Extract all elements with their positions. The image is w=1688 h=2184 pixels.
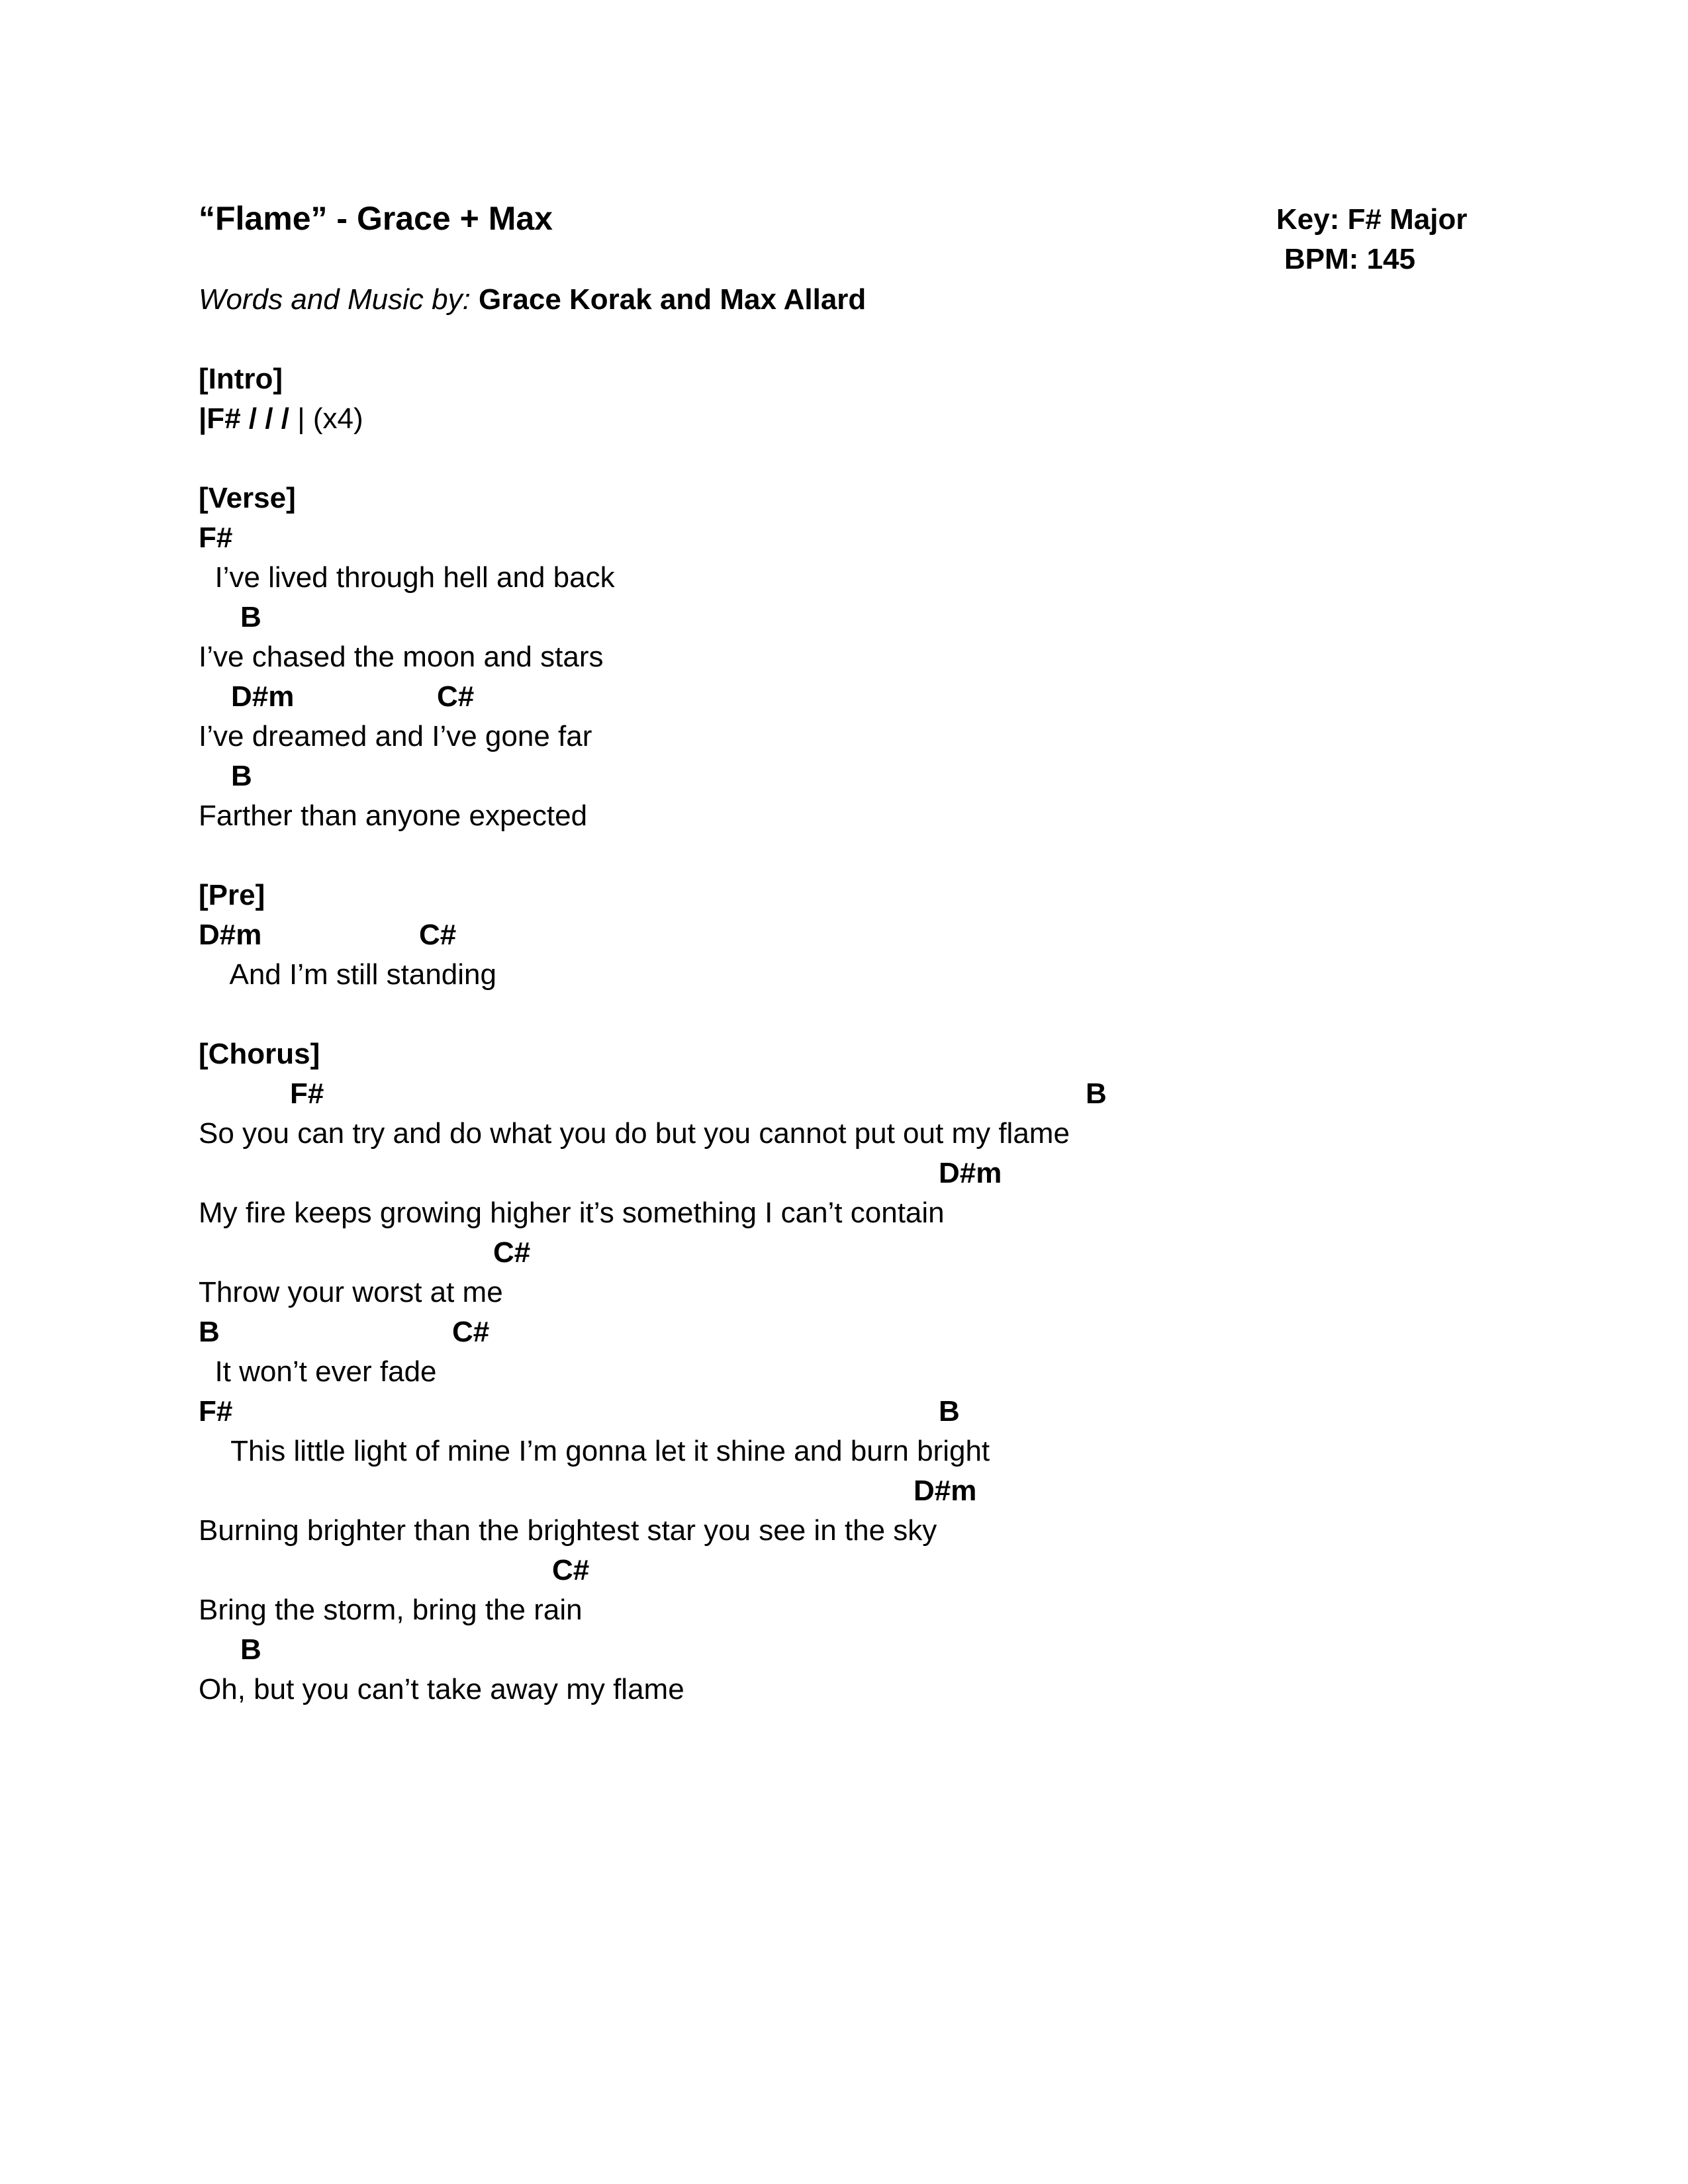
- chord: B: [199, 1316, 220, 1348]
- section-label-intro: [Intro]: [199, 363, 283, 395]
- chord: C#: [452, 1316, 490, 1348]
- section-label-pre: [Pre]: [199, 879, 265, 911]
- chord: D#m: [199, 919, 262, 951]
- chord: C#: [419, 919, 457, 951]
- song-key: Key: F# Major: [1276, 203, 1468, 236]
- lyric-line: Bring the storm, bring the rain: [199, 1594, 583, 1626]
- lyric-line: I’ve chased the moon and stars: [199, 641, 604, 673]
- chord: C#: [552, 1554, 590, 1586]
- lyric-line: My fire keeps growing higher it’s something I can’t contain: [199, 1197, 945, 1229]
- lyric-line: This little light of mine I’m gonna let it shine and burn bright: [199, 1435, 990, 1467]
- song-title: “Flame” - Grace + Max: [199, 200, 553, 237]
- lyric-line: Farther than anyone expected: [199, 799, 588, 832]
- chord: D#m: [939, 1157, 1002, 1189]
- lyric-line: And I’m still standing: [199, 958, 496, 991]
- chord: F#: [290, 1077, 324, 1110]
- chord: D#m: [231, 680, 295, 713]
- lyric-line: I’ve lived through hell and back: [199, 561, 615, 594]
- chord: B: [240, 601, 261, 633]
- intro-bar-line: [199, 399, 363, 439]
- section-label-chorus: [Chorus]: [199, 1038, 320, 1070]
- lyric-line: It won’t ever fade: [199, 1355, 437, 1388]
- credits-label: Words and Music by:: [199, 283, 479, 316]
- section-label-verse: [Verse]: [199, 482, 296, 514]
- chord: C#: [493, 1236, 531, 1269]
- chord: C#: [437, 680, 475, 713]
- chord: F#: [199, 1395, 233, 1428]
- chord: F#: [199, 522, 233, 554]
- chord: B: [231, 760, 252, 792]
- lyric-line: Oh, but you can’t take away my flame: [199, 1673, 684, 1706]
- chord: B: [939, 1395, 960, 1428]
- chord: B: [240, 1633, 261, 1666]
- intro-bar: |F# / / /: [199, 402, 290, 435]
- lyric-line: Burning brighter than the brightest star you see in the sky: [199, 1514, 937, 1547]
- credits: [199, 280, 866, 320]
- lyric-line: So you can try and do what you do but you cannot put out my flame: [199, 1117, 1070, 1150]
- lyric-line: I’ve dreamed and I’ve gone far: [199, 720, 592, 752]
- chord: B: [1086, 1077, 1107, 1110]
- song-bpm: BPM: 145: [1284, 243, 1416, 275]
- lyric-line: Throw your worst at me: [199, 1276, 503, 1308]
- chord: D#m: [914, 1475, 977, 1507]
- credits-names: Grace Korak and Max Allard: [479, 283, 867, 316]
- intro-repeat: | (x4): [289, 402, 363, 435]
